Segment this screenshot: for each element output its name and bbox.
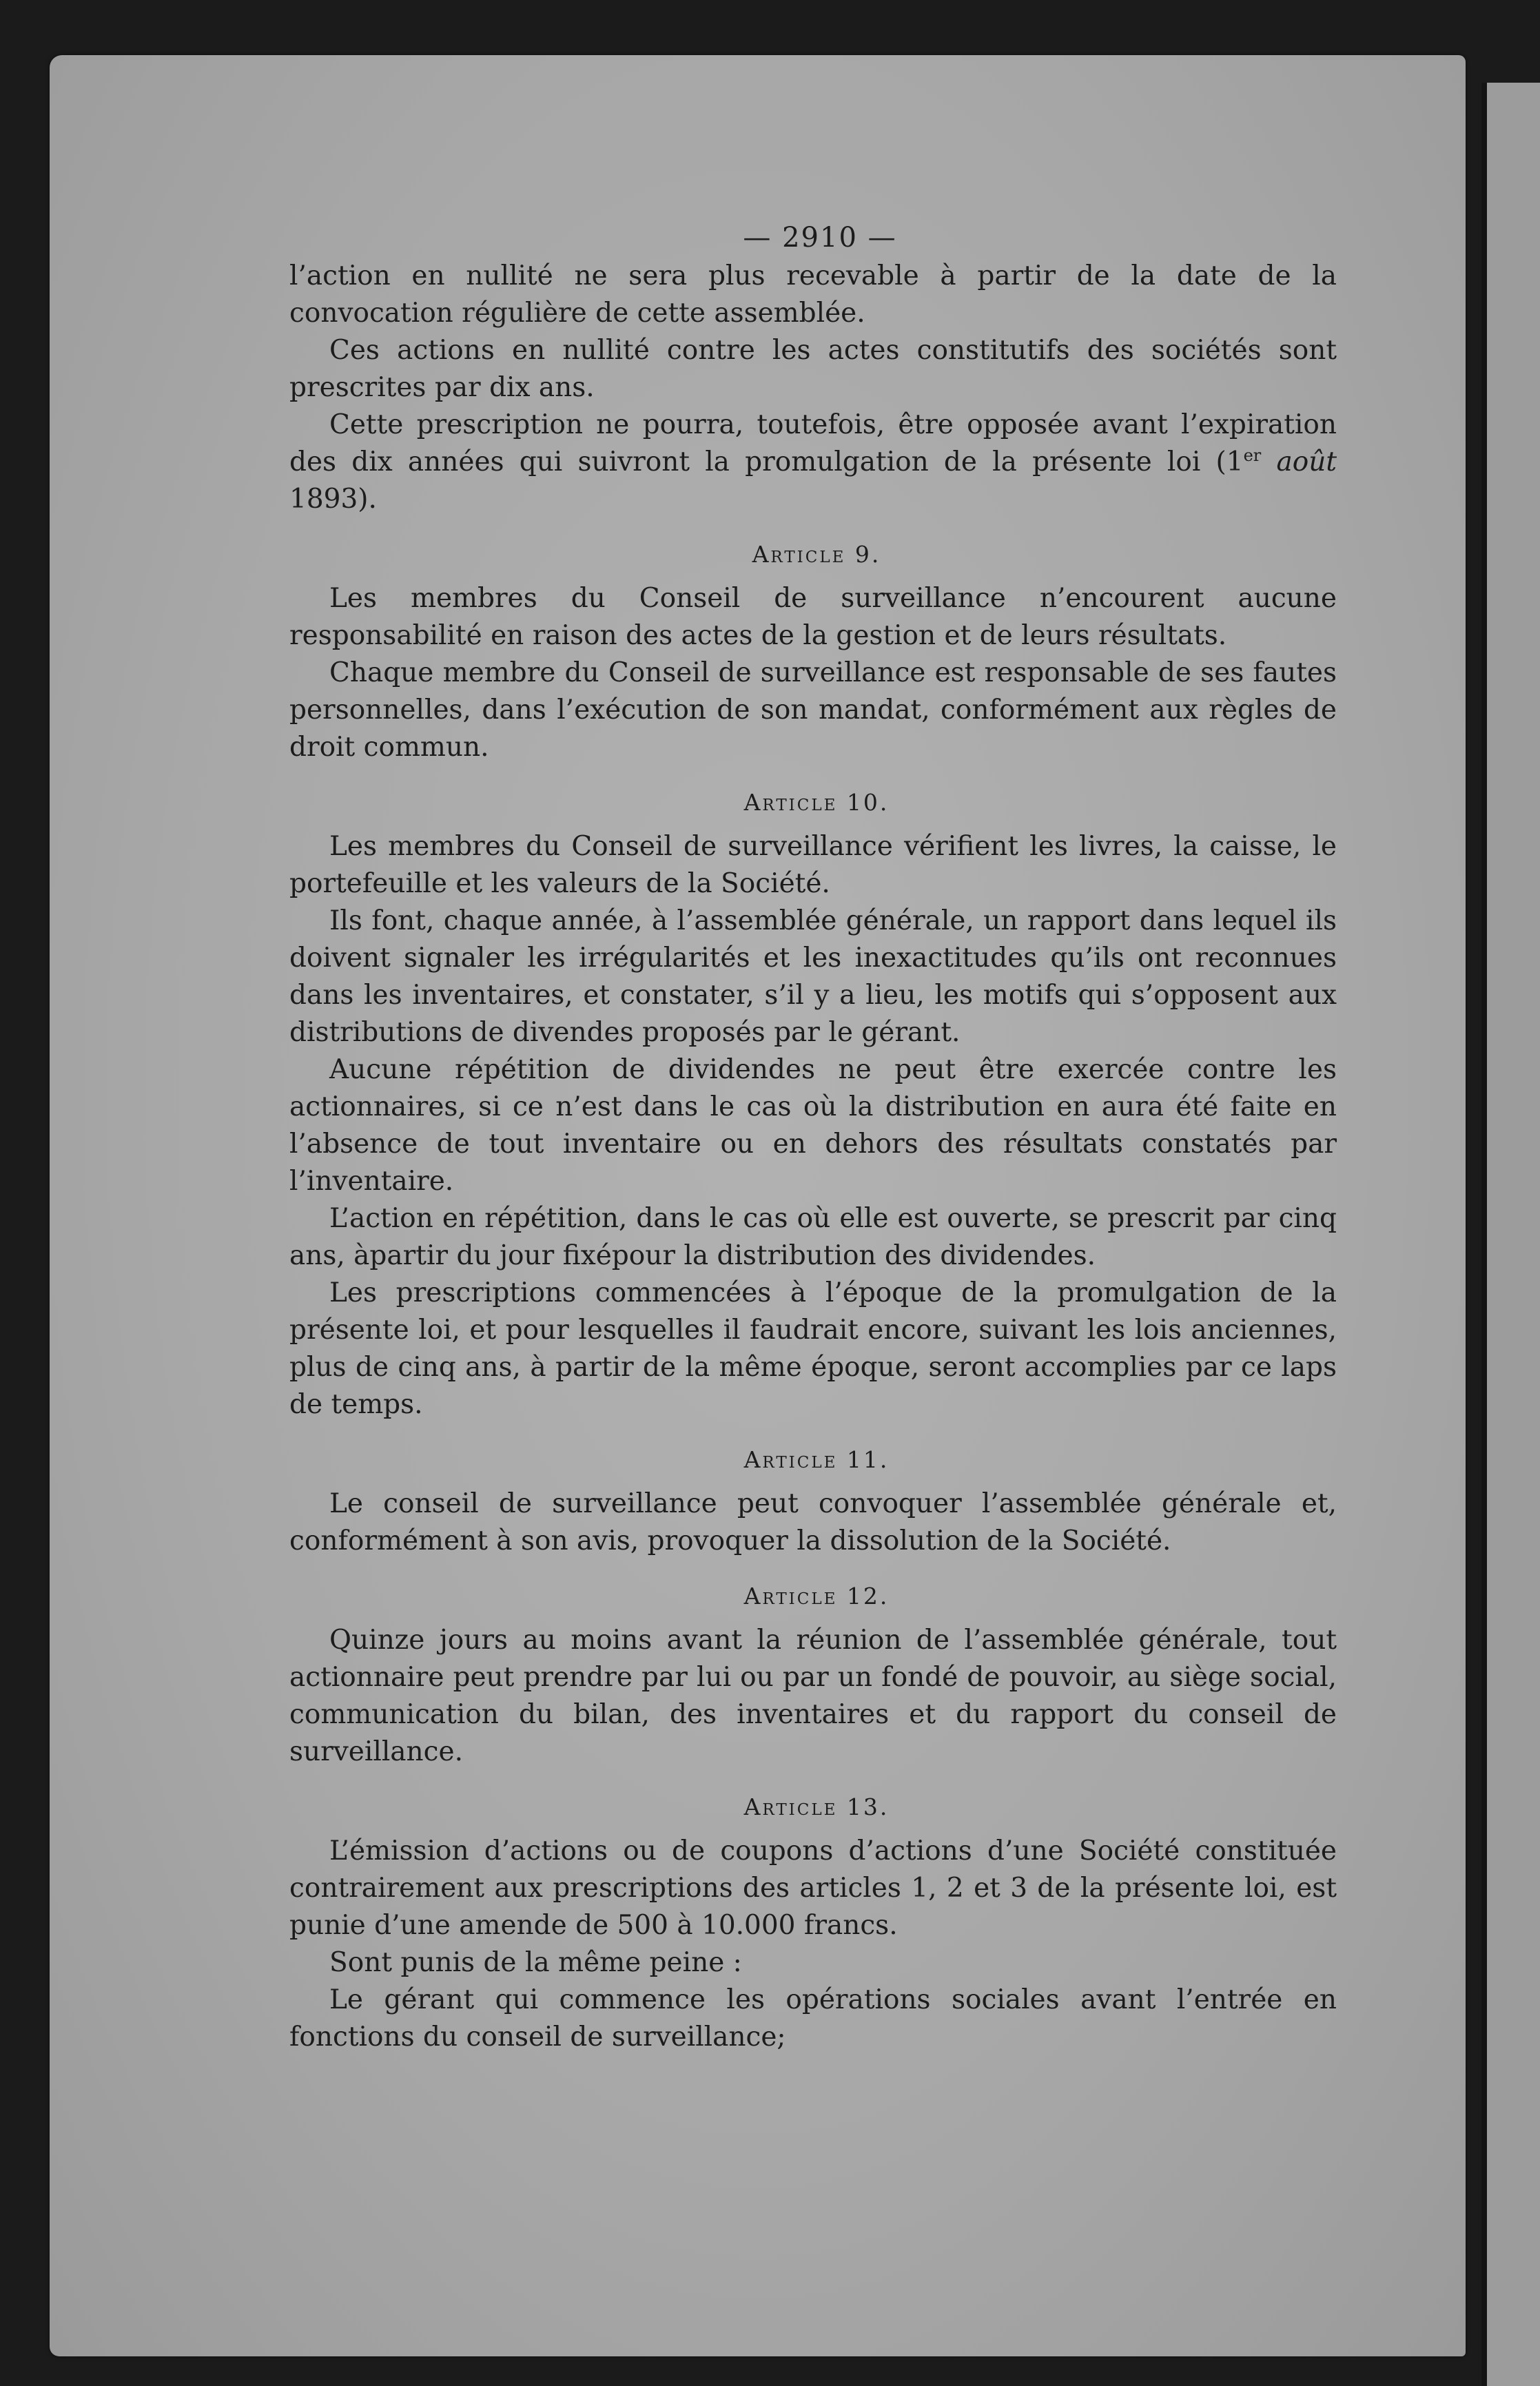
paragraph: Le gérant qui commence les opérations sociales avant l’entrée en fonctions du conseil de surveillance; (289, 1984, 1337, 2053)
article-heading-11: Article 11. (743, 1446, 890, 1473)
article-heading-9: Article 9. (752, 541, 881, 568)
paragraph: Les prescriptions commencées à l’époque de la promulgation de la présente loi, et pour lesquelles il faudrait encore, suivant les lois anciennes, plus de cinq ans, à partir de la même époque, seront accomplies par ce laps de temps. (289, 1277, 1337, 1420)
prescription-month: août (1276, 446, 1337, 477)
prescription-text: Cette prescription ne pourra, toutefois, être opposée avant l’expiration des dix années qui suivront la promulgation de la présente loi (1 (289, 409, 1337, 477)
paragraph: Le conseil de surveillance peut convoquer l’assemblée générale et, conformément à son avis, provoquer la dissolution de la Société. (289, 1488, 1337, 1556)
paragraph: Ces actions en nullité contre les actes constitutifs des sociétés sont prescrites par dix ans. (289, 335, 1337, 403)
paragraph: Sont punis de la même peine : (329, 1947, 742, 1978)
prescription-sup: er (1243, 446, 1262, 465)
article-heading-13: Article 13. (743, 1793, 890, 1820)
paragraph: l’action en nullité ne sera plus recevable à partir de la date de la convocation régulière de cette assemblée. (289, 260, 1337, 329)
paragraph-prescription (289, 407, 1337, 518)
paragraph: Ils font, chaque année, à l’assemblée générale, un rapport dans lequel ils doivent signaler les irrégularités et les inexactitudes qu’ils ont reconnues dans les inventaires, et constater, s’il y a lieu, les motifs qui s’opposent aux distributions de divendes proposés par le gérant. (289, 905, 1337, 1048)
adjacent-page-edge (1481, 83, 1540, 2386)
paragraph: Quinze jours au moins avant la réunion de l’assemblée générale, tout actionnaire peut prendre par lui ou par un fondé de pouvoir, au siège social, communication du bilan, des inventaires et du rapport du conseil de surveillance. (289, 1625, 1337, 1767)
document-body (289, 219, 1337, 2056)
paragraph: L’action en répétition, dans le cas où elle est ouverte, se prescrit par cinq ans, àpartir du jour fixépour la distribution des dividendes. (289, 1203, 1337, 1271)
prescription-end: 1893). (289, 484, 377, 515)
paragraph: L’émission d’actions ou de coupons d’actions d’une Société constituée contrairement aux prescriptions des articles 1, 2 et 3 de la présente loi, est punie d’une amende de 500 à 10.000 francs. (289, 1835, 1337, 1941)
page-number: — 2910 — (743, 222, 897, 254)
article-heading-12: Article 12. (743, 1583, 890, 1609)
paragraph: Les membres du Conseil de surveillance vérifient les livres, la caisse, le portefeuille et les valeurs de la Société. (289, 831, 1337, 899)
paragraph: Chaque membre du Conseil de surveillance est responsable de ses fautes personnelles, dans l’exécution de son mandat, conformément aux règles de droit commun. (289, 657, 1337, 763)
paragraph: Les membres du Conseil de surveillance n’encourent aucune responsabilité en raison des actes de la gestion et de leurs résultats. (289, 583, 1337, 651)
article-heading-10: Article 10. (743, 789, 890, 816)
paragraph: Aucune répétition de dividendes ne peut être exercée contre les actionnaires, si ce n’est dans le cas où la distribution en aura été faite en l’absence de tout inventaire ou en dehors des résultats constatés par l’inventaire. (289, 1054, 1337, 1197)
